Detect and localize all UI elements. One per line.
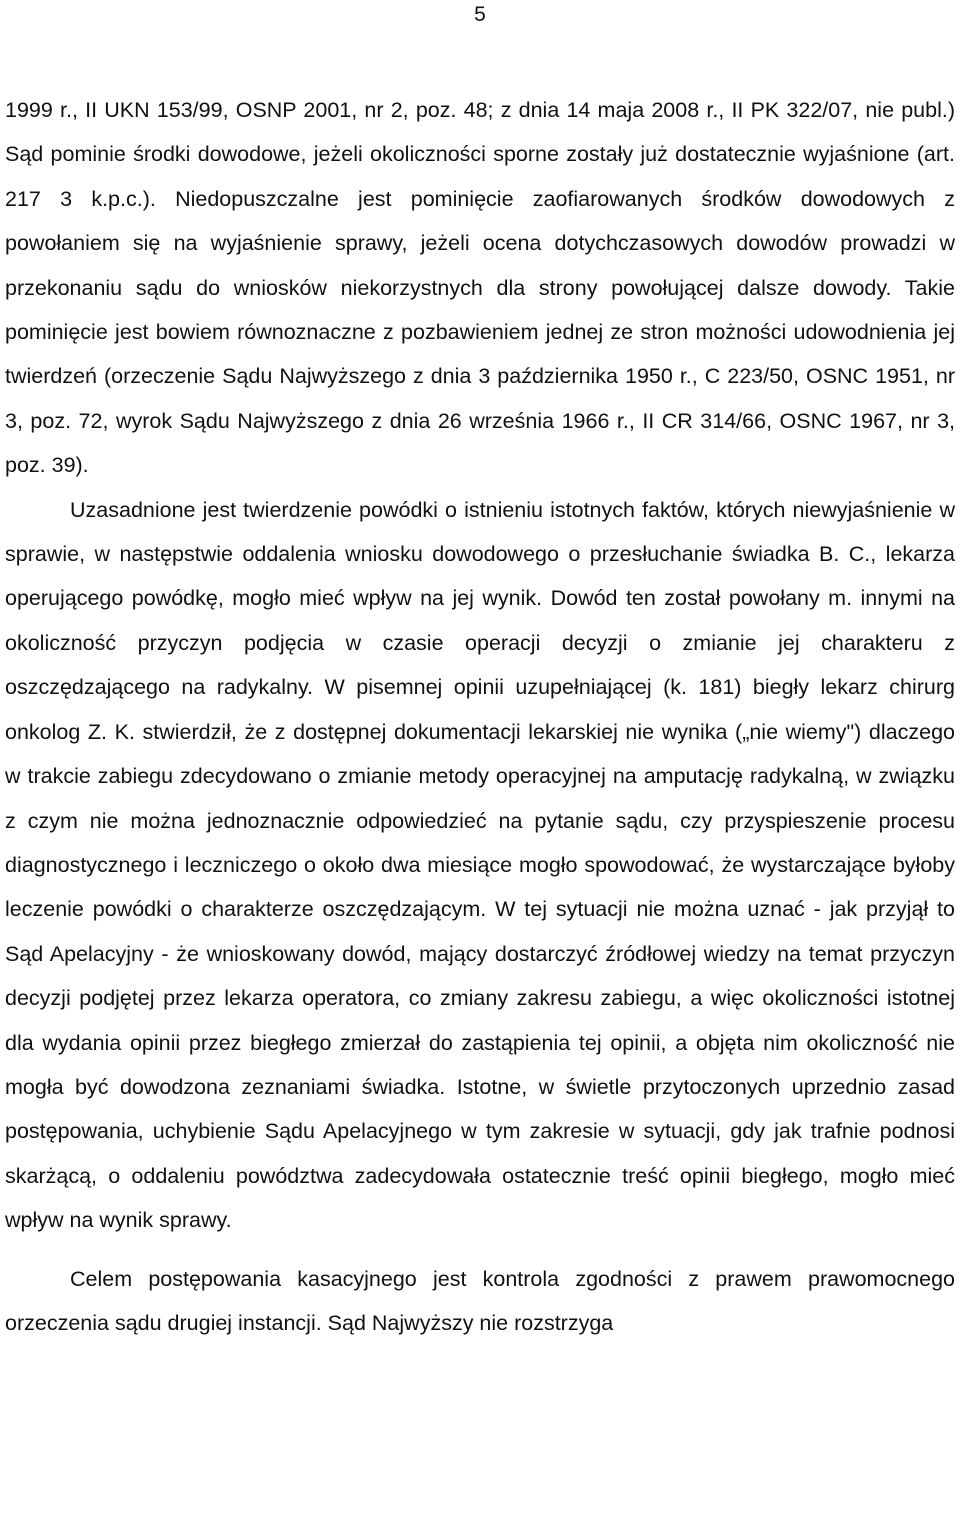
page-number: 5: [474, 3, 486, 26]
paragraph-cassation-purpose: Celem postępowania kasacyjnego jest kontrola zgodności z prawem prawomocnego orzeczenia sądu drugiej instancji. Sąd Najwyższy nie rozstrzyga: [5, 1266, 955, 1335]
document-body: [5, 88, 955, 1345]
paragraph-justification: Uzasadnione jest twierdzenie powódki o istnieniu istotnych faktów, których niewyjaśnienie w sprawie, w następstwie oddalenia wniosku dowodowego o przesłuchanie świadka B. C., lekarza operującego powódkę, mogło mieć wpływ na jej wynik. Dowód ten został powołany m. innymi na okoliczność przyczyn podjęcia w czasie operacji decyzji o zmianie jej charakteru z oszczędzającego na radykalny. W pisemnej opinii uzupełniającej (k. 181) biegły lekarz chirurg onkolog Z. K. stwierdził, że z dostępnej dokumentacji lekarskiej nie wynika („nie wiemy") dlaczego w trakcie zabiegu zdecydowano o zmianie metody operacyjnej na amputację radykalną, w związku z czym nie można jednoznacznie odpowiedzieć na pytanie sądu, czy przyspieszenie procesu diagnostycznego i leczniczego o około dwa miesiące mogło spowodować, że wystarczające byłoby leczenie powódki o charakterze oszczędzającym. W tej sytuacji nie można uznać - jak przyjął to Sąd Apelacyjny - że wnioskowany dowód, mający dostarczyć źródłowej wiedzy na temat przyczyn decyzji podjętej przez lekarza operatora, co zmiany zakresu zabiegu, a więc okoliczności istotnej dla wydania opinii przez biegłego zmierzał do zastąpienia tej opinii, a objęta nim okoliczność nie mogła być dowodzona zeznaniami świadka. Istotne, w świetle przytoczonych uprzednio zasad postępowania, uchybienie Sądu Apelacyjnego w tym zakresie w sytuacji, gdy jak trafnie podnosi skarżącą, o oddaleniu powództwa zadecydowała ostatecznie treść opinii biegłego, mogło mieć wpływ na wynik sprawy.: [5, 497, 955, 1233]
paragraph-continuation: 1999 r., II UKN 153/99, OSNP 2001, nr 2, poz. 48; z dnia 14 maja 2008 r., II PK 322/07, nie publ.) Sąd pominie środki dowodowe, jeżeli okoliczności sporne zostały już dostatecznie wyjaśnione (art. 217 3 k.p.c.). Niedopuszczalne jest pominięcie zaofiarowanych środków dowodowych z powołaniem się na wyjaśnienie sprawy, jeżeli ocena dotychczasowych dowodów prowadzi w przekonaniu sądu do wniosków niekorzystnych dla strony powołującej dalsze dowody. Takie pominięcie jest bowiem równoznaczne z pozbawieniem jednej ze stron możności udowodnienia jej twierdzeń (orzeczenie Sądu Najwyższego z dnia 3 października 1950 r., C 223/50, OSNC 1951, nr 3, poz. 72, wyrok Sądu Najwyższego z dnia 26 września 1966 r., II CR 314/66, OSNC 1967, nr 3, poz. 39).: [5, 98, 955, 478]
